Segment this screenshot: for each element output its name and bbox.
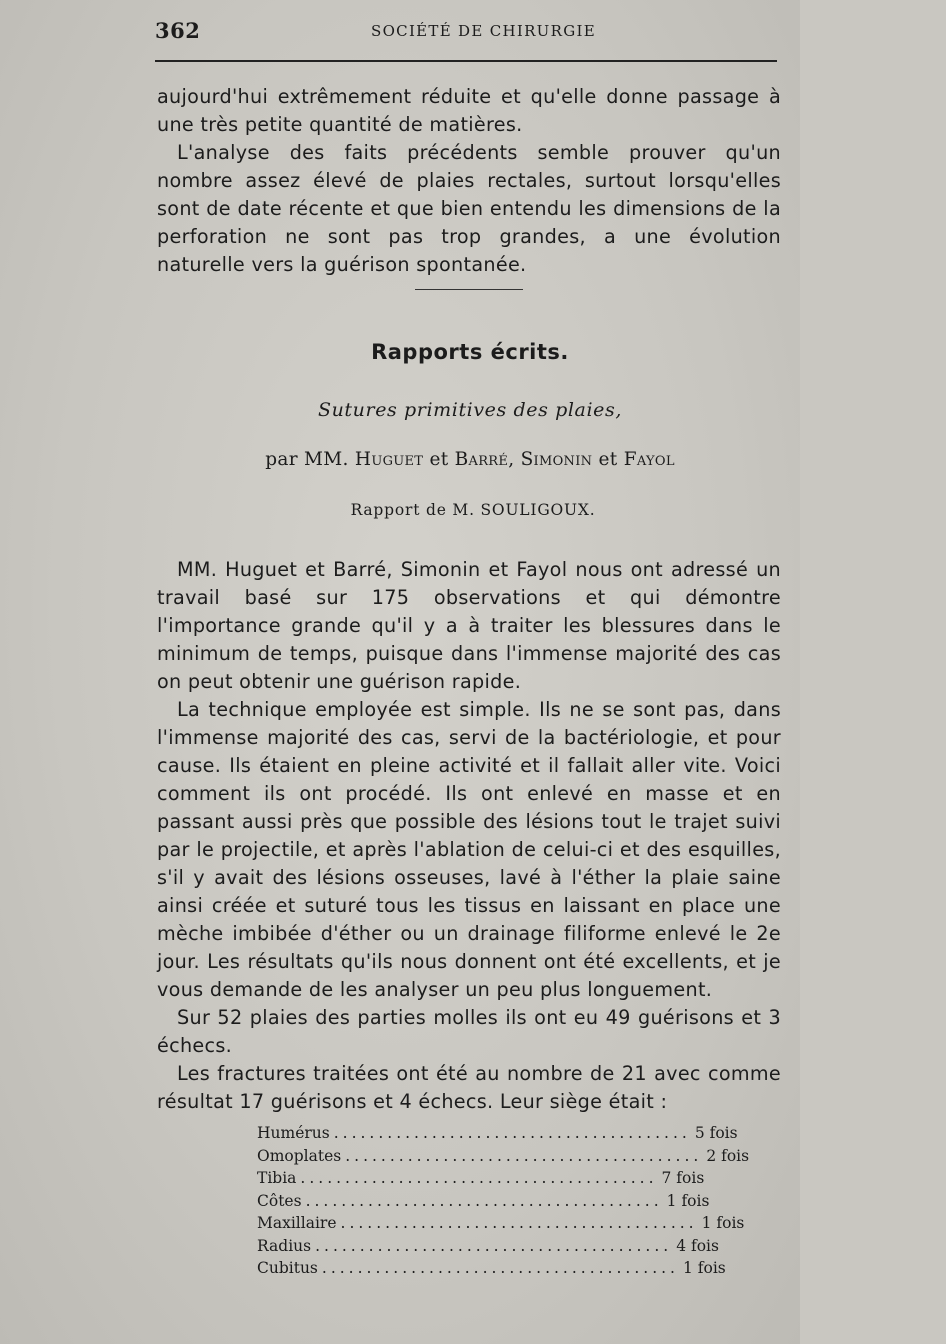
leader-dots: ........................................ — [333, 1124, 691, 1142]
authors-connector: et — [592, 449, 624, 470]
row-label: Maxillaire — [257, 1214, 337, 1232]
report-text-block — [157, 556, 781, 1116]
rapporteur-line: Rapport de M. SOULIGOUX. — [350, 501, 596, 519]
table-row — [257, 1167, 705, 1190]
row-label: Humérus — [257, 1124, 330, 1142]
paragraph: Les fractures traitées ont été au nombre de 21 avec comme résultat 17 guérisons et 4 échecs. Leur siège était : — [157, 1062, 781, 1113]
row-value: 2 fois — [706, 1146, 750, 1165]
authors-connector: et — [423, 449, 455, 470]
leader-dots: ........................................ — [345, 1146, 703, 1165]
leader-dots: ........................................ — [300, 1169, 658, 1187]
header-rule — [155, 60, 777, 62]
row-value: 7 fois — [661, 1169, 705, 1187]
fracture-location-table — [257, 1122, 750, 1280]
row-label: Tibia — [257, 1169, 297, 1187]
table-row — [257, 1212, 745, 1235]
report-title: Sutures primitives des plaies, — [317, 399, 622, 421]
paragraph: MM. Huguet et Barré, Simonin et Fayol nous ont adressé un travail basé sur 175 observations et qui démontre l'importance grande qu'il y a à traiter les blessures dans le minimum de temps, puisque dans l'immense majorité des cas on peut obtenir une guérison rapide. — [157, 558, 781, 693]
paragraph: aujourd'hui extrêmement réduite et qu'elle donne passage à une très petite quantité de matières. — [157, 85, 781, 136]
authors-separator: , — [508, 449, 521, 470]
row-value: 4 fois — [676, 1236, 719, 1255]
table-row — [257, 1235, 719, 1258]
section-title: Rapports écrits. — [371, 340, 569, 364]
row-label: Omoplates — [257, 1146, 342, 1165]
table-row — [257, 1122, 738, 1145]
row-label: Côtes — [257, 1191, 302, 1210]
author-name: Barré — [454, 449, 509, 470]
leader-dots: ........................................ — [305, 1191, 663, 1210]
paragraph: L'analyse des faits précédents semble prouver qu'un nombre assez élevé de plaies rectales, surtout lorsqu'elles sont de date récente et que bien entendu les dimensions de la perforation ne sont pas trop grandes, a une évolution naturelle vers la guérison spontanée. — [157, 141, 781, 276]
paragraph: La technique employée est simple. Ils ne se sont pas, dans l'immense majorité des cas, servi de la bactériologie, et pour cause. Ils étaient en pleine activité et il fallait aller vite. Voici comment ils ont procédé. Ils ont enlevé en masse et en passant aussi près que possible des lésions tout le trajet suivi par le projectile, et après l'ablation de celui-ci et des esquilles, s'il y avait des lésions osseuses, lavé à l'éther la plaie saine ainsi créée et suturé tous les tissus en laissant en place une mèche imbibée d'éther ou un drainage filiforme enlevé le 2e jour. Les résultats qu'ils nous donnent ont été excellents, et je vous demande de les analyser un peu plus longuement. — [157, 698, 781, 1001]
author-name: Huguet — [354, 449, 424, 470]
table-row — [257, 1190, 710, 1213]
row-value: 1 fois — [701, 1214, 745, 1232]
row-label: Radius — [257, 1236, 312, 1255]
report-authors — [0, 449, 940, 470]
continued-text-block — [157, 83, 781, 279]
table-row — [257, 1257, 726, 1280]
row-value: 5 fois — [694, 1124, 738, 1142]
row-value: 1 fois — [682, 1259, 726, 1277]
page-number: 362 — [155, 18, 201, 43]
table-row — [257, 1145, 750, 1168]
running-title: SOCIÉTÉ DE CHIRURGIE — [371, 22, 596, 40]
leader-dots: ........................................ — [315, 1236, 673, 1255]
leader-dots: ........................................ — [321, 1259, 679, 1277]
leader-dots: ........................................ — [340, 1214, 698, 1232]
page-header — [155, 18, 780, 48]
author-name: Simonin — [520, 449, 593, 470]
section-divider — [415, 289, 523, 290]
authors-prefix: par MM. — [265, 449, 355, 470]
row-label: Cubitus — [257, 1259, 318, 1277]
paragraph: Sur 52 plaies des parties molles ils ont eu 49 guérisons et 3 échecs. — [157, 1006, 781, 1057]
author-name: Fayol — [623, 449, 675, 470]
row-value: 1 fois — [666, 1191, 710, 1210]
